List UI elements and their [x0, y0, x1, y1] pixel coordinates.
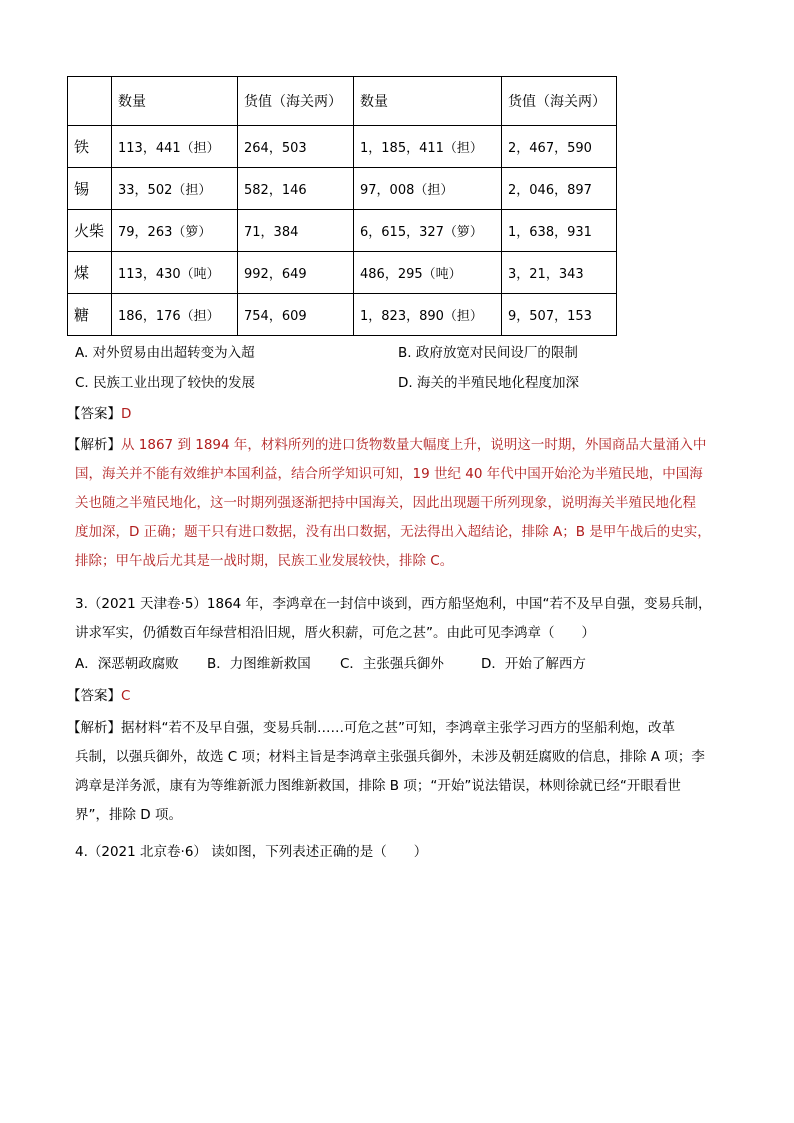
table-cell: 9，507，153: [502, 294, 617, 336]
table-header-row: [68, 77, 617, 126]
q2-option-b: B. 政府放宽对民间设厂的限制: [398, 345, 578, 361]
q3-stem: [75, 590, 727, 648]
header-cell: 货值（海关两）: [238, 77, 354, 126]
analysis-line: 鸿章是洋务派，康有为等维新派力图维新救国，排除 B 项；“开始”说法错误，林则徐就已经“开眼看世: [75, 778, 681, 794]
q2-option-d: D. 海关的半殖民地化程度加深: [398, 375, 579, 391]
table-cell: 1，638，931: [502, 210, 617, 252]
table-cell: 113，441（担）: [112, 126, 238, 168]
table-cell: 486，295（吨）: [354, 252, 502, 294]
table-cell: 71，384: [238, 210, 354, 252]
q3-option-c: C．主张强兵御外: [340, 656, 444, 672]
table-cell: 2，467，590: [502, 126, 617, 168]
table-cell: 97，008（担）: [354, 168, 502, 210]
table-cell: 79，263（箩）: [112, 210, 238, 252]
table-row: [68, 126, 617, 168]
analysis-line: 界”，排除 D 项。: [75, 807, 182, 823]
header-cell: 货值（海关两）: [502, 77, 617, 126]
q3-option-b: B．力图维新救国: [207, 656, 311, 672]
q3-option-d: D．开始了解西方: [481, 656, 586, 672]
table-row: [68, 210, 617, 252]
answer-label: 【答案】: [67, 688, 121, 704]
table-cell: 2，046，897: [502, 168, 617, 210]
header-cell: 数量: [112, 77, 238, 126]
table-row: [68, 168, 617, 210]
answer-label: 【答案】: [67, 406, 121, 422]
table-cell: 33，502（担）: [112, 168, 238, 210]
q4-stem: 4.（2021 北京卷·6） 读如图，下列表述正确的是（ ）: [75, 844, 428, 860]
q2-option-c: C. 民族工业出现了较快的发展: [75, 375, 256, 391]
table-row: [68, 294, 617, 336]
stem-line: 讲求军实，仍循数百年绿营相沿旧规，厝火积薪，可危之甚”。由此可见李鸿章（ ）: [75, 625, 595, 641]
table-cell: 6，615，327（箩）: [354, 210, 502, 252]
q3-analysis: [67, 714, 727, 830]
analysis-label: 【解析】: [67, 720, 121, 736]
row-label: 锡: [68, 168, 112, 210]
import-data-table: [67, 76, 617, 336]
analysis-line: 排除；甲午战后尤其是一战时期，民族工业发展较快，排除 C。: [75, 553, 454, 569]
analysis-line: 兵制，以强兵御外，故选 C 项；材料主旨是李鸿章主张强兵御外，未涉及朝廷腐败的信息，排除 A 项；李: [75, 749, 705, 765]
table-cell: 264，503: [238, 126, 354, 168]
q2-option-a: A. 对外贸易由出超转变为入超: [75, 345, 255, 361]
q3-answer: [67, 686, 130, 706]
row-label: 糖: [68, 294, 112, 336]
answer-value: C: [121, 688, 131, 704]
analysis-line: 据材料“若不及早自强，变易兵制……可危之甚”可知，李鸿章主张学习西方的坚船利炮，改革: [121, 720, 675, 736]
analysis-line: 度加深，D 正确；题干只有进口数据，没有出口数据，无法得出入超结论，排除 A；B 是甲午战后的史实，: [75, 524, 711, 540]
table-cell: 754，609: [238, 294, 354, 336]
table-cell: 1，185，411（担）: [354, 126, 502, 168]
header-cell: 数量: [354, 77, 502, 126]
row-label: 铁: [68, 126, 112, 168]
row-label: 火柴: [68, 210, 112, 252]
table-cell: 3，21，343: [502, 252, 617, 294]
header-cell: [68, 77, 112, 126]
table-row: [68, 252, 617, 294]
table-cell: 186，176（担）: [112, 294, 238, 336]
answer-value: D: [121, 406, 132, 422]
table-cell: 113，430（吨）: [112, 252, 238, 294]
stem-line: 3.（2021 天津卷·5）1864 年，李鸿章在一封信中谈到，西方船坚炮利，中国“若不及早自强，变易兵制，: [75, 596, 712, 612]
table-cell: 1，823，890（担）: [354, 294, 502, 336]
table-cell: 582，146: [238, 168, 354, 210]
analysis-line: 从 1867 到 1894 年，材料所列的进口货物数量大幅度上升，说明这一时期，外国商品大量涌入中: [121, 437, 707, 453]
analysis-line: 关也随之半殖民地化，这一时期列强逐渐把持中国海关，因此出现题干所列现象，说明海关半殖民地化程: [75, 495, 696, 511]
analysis-label: 【解析】: [67, 437, 121, 453]
q2-analysis: [67, 431, 727, 576]
q2-answer: [67, 404, 131, 424]
q3-option-a: A．深恶朝政腐败: [75, 656, 179, 672]
analysis-line: 国，海关并不能有效维护本国利益，结合所学知识可知，19 世纪 40 年代中国开始沦为半殖民地，中国海: [75, 466, 703, 482]
table-cell: 992，649: [238, 252, 354, 294]
row-label: 煤: [68, 252, 112, 294]
